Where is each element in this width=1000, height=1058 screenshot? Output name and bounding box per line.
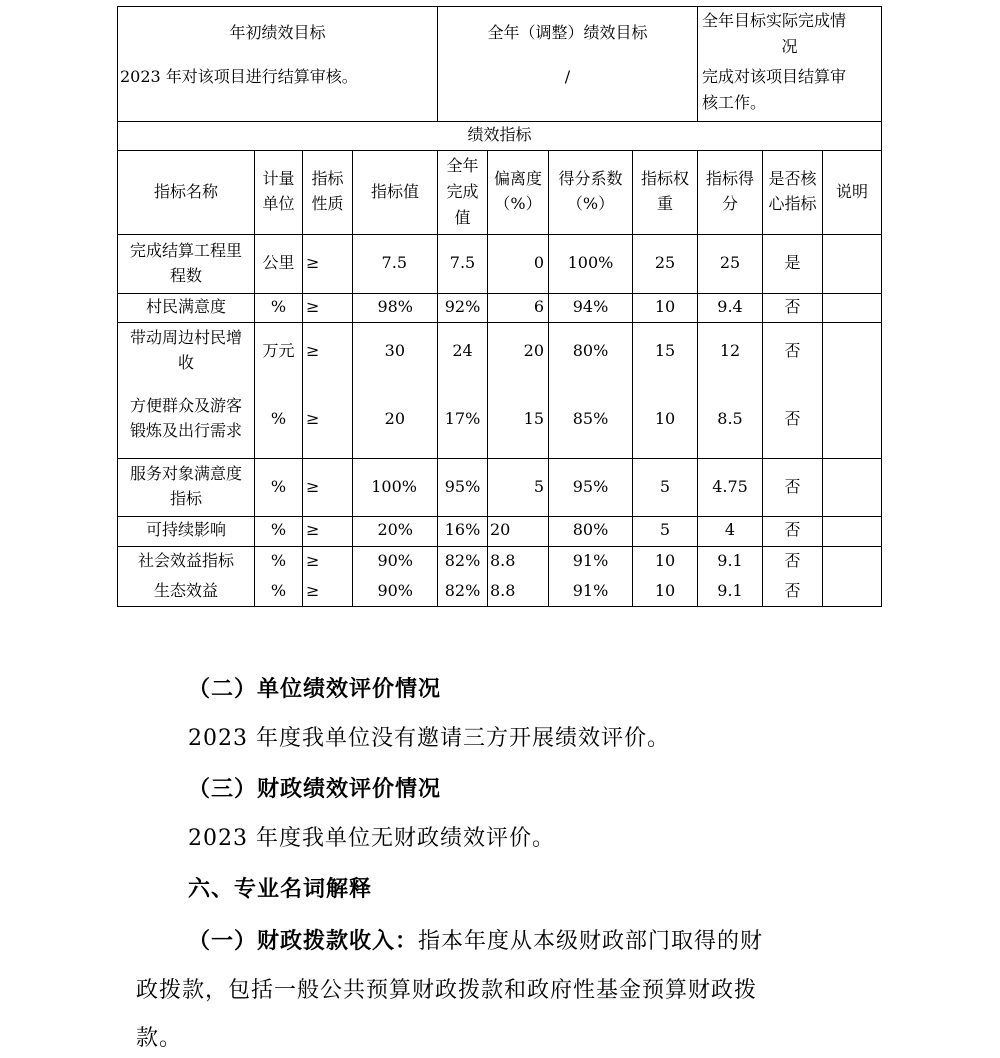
row-coefficient: 95% (572, 477, 609, 496)
initial-goal-text: 2023 年对该项目进行结算审核。 (120, 67, 358, 86)
row-nature: ≥ (306, 297, 320, 316)
paragraph-terms-line3: 款。 (136, 1026, 183, 1051)
paragraph-unit-evaluation: 2023 年度我单位没有邀请三方开展绩效评价。 (188, 726, 670, 751)
row-name-line2: 锻炼及出行需求 (129, 421, 242, 440)
row-target: 20 (384, 409, 405, 428)
term-label: （一）财政拨款收入： (188, 928, 419, 954)
section-heading-finance-evaluation: （三）财政绩效评价情况 (188, 776, 442, 802)
row-unit: % (270, 520, 287, 539)
row-done: 17% (444, 409, 481, 428)
header-note: 说明 (835, 182, 868, 201)
row-deviation: 6 (533, 297, 544, 316)
row-deviation: 5 (533, 477, 544, 496)
row-deviation: 8.8 (490, 551, 516, 570)
row-core: 否 (784, 409, 801, 428)
header-deviation-2: （%） (494, 194, 542, 213)
header-core-2: 心指标 (768, 194, 817, 213)
header-weight-2: 重 (656, 194, 673, 213)
row-weight: 10 (654, 581, 676, 600)
actual-completion-text-1: 完成对该项目结算审 (702, 67, 847, 86)
row-nature: ≥ (306, 341, 320, 360)
header-done-2: 完成 (446, 182, 479, 201)
row-weight: 10 (654, 551, 676, 570)
row-target: 7.5 (381, 253, 407, 272)
row-weight: 5 (659, 520, 671, 539)
row-unit: % (270, 581, 287, 600)
row-name-line2: 程数 (169, 266, 202, 285)
row-unit: 万元 (262, 341, 295, 360)
row-core: 是 (784, 253, 801, 272)
row-score: 12 (719, 341, 741, 360)
row-coefficient: 91% (572, 551, 609, 570)
adjusted-goal-heading: 全年（调整）绩效目标 (487, 23, 648, 42)
term-definition-start: 指本年度从本级财政部门取得的财 (418, 929, 764, 954)
row-unit: 公里 (262, 253, 295, 272)
paragraph-terms-line2: 政拨款，包括一般公共预算财政拨款和政府性基金预算财政拨 (136, 978, 758, 1003)
row-name-line1: 生态效益 (153, 581, 218, 600)
row-nature: ≥ (306, 409, 320, 428)
header-coefficient-2: （%） (566, 194, 615, 213)
row-core: 否 (784, 341, 801, 360)
row-coefficient: 80% (572, 341, 609, 360)
header-unit-2: 单位 (262, 194, 295, 213)
header-nature-2: 性质 (311, 194, 344, 213)
row-core: 否 (784, 477, 801, 496)
row-score: 9.1 (717, 551, 743, 570)
row-name-line1: 村民满意度 (145, 297, 226, 316)
row-score: 9.1 (717, 581, 743, 600)
row-coefficient: 94% (572, 297, 609, 316)
header-done-3: 值 (454, 208, 471, 227)
row-unit: % (270, 297, 287, 316)
row-unit: % (270, 409, 287, 428)
row-score: 9.4 (717, 297, 743, 316)
header-name: 指标名称 (153, 182, 218, 201)
row-name-line1: 服务对象满意度 (129, 464, 242, 483)
row-name-line1: 社会效益指标 (137, 551, 234, 570)
paragraph-terms-line1 (188, 924, 763, 959)
header-unit-1: 计量 (262, 169, 295, 188)
row-core: 否 (784, 551, 801, 570)
row-coefficient: 100% (567, 253, 614, 272)
actual-completion-heading-2: 况 (781, 37, 798, 56)
header-score-1: 指标得 (705, 169, 754, 188)
section-heading-unit-evaluation: （二）单位绩效评价情况 (188, 676, 442, 702)
row-core: 否 (784, 520, 801, 539)
row-deviation: 8.8 (490, 581, 516, 600)
row-target: 90% (377, 551, 413, 570)
row-done: 82% (444, 581, 481, 600)
row-target: 100% (371, 477, 417, 496)
header-target: 指标值 (370, 182, 419, 201)
row-core: 否 (784, 297, 801, 316)
row-target: 30 (384, 341, 405, 360)
row-name-line2: 收 (177, 353, 194, 372)
row-deviation: 20 (490, 520, 511, 539)
row-nature: ≥ (306, 581, 320, 600)
row-nature: ≥ (306, 520, 320, 539)
row-coefficient: 80% (572, 520, 609, 539)
row-deviation: 15 (523, 409, 544, 428)
row-score: 8.5 (717, 409, 743, 428)
row-target: 20% (377, 520, 413, 539)
row-weight: 10 (654, 409, 676, 428)
row-unit: % (270, 551, 287, 570)
header-coefficient-1: 得分系数 (558, 169, 623, 188)
header-score-2: 分 (721, 194, 738, 213)
row-deviation: 20 (523, 341, 544, 360)
row-name-line1: 带动周边村民增 (129, 328, 242, 347)
row-weight: 5 (659, 477, 671, 496)
header-core-1: 是否核 (768, 169, 817, 188)
actual-completion-text-2: 核工作。 (702, 93, 767, 112)
row-score: 4 (724, 520, 736, 539)
row-name-line1: 可持续影响 (145, 520, 226, 539)
header-nature-1: 指标 (311, 169, 344, 188)
header-deviation-1: 偏离度 (493, 169, 542, 188)
row-nature: ≥ (306, 477, 320, 496)
initial-goal-heading: 年初绩效目标 (229, 23, 326, 42)
row-nature: ≥ (306, 551, 320, 570)
row-deviation: 0 (533, 253, 544, 272)
row-name-line2: 指标 (169, 489, 202, 508)
header-done-1: 全年 (446, 156, 479, 175)
paragraph-finance-evaluation: 2023 年度我单位无财政绩效评价。 (188, 826, 555, 851)
row-core: 否 (784, 581, 801, 600)
row-unit: % (270, 477, 287, 496)
row-done: 95% (444, 477, 481, 496)
row-coefficient: 85% (572, 409, 609, 428)
section-title: 绩效指标 (467, 125, 532, 144)
row-weight: 10 (654, 297, 676, 316)
row-coefficient: 91% (572, 581, 609, 600)
row-name-line1: 方便群众及游客 (129, 396, 242, 415)
row-weight: 15 (654, 341, 676, 360)
row-done: 7.5 (449, 253, 476, 272)
row-score: 4.75 (712, 477, 748, 496)
row-nature: ≥ (306, 253, 320, 272)
section-heading-terms: 六、专业名词解释 (188, 876, 373, 902)
row-name-line1: 完成结算工程里 (129, 241, 242, 260)
row-target: 90% (377, 581, 413, 600)
row-score: 25 (719, 253, 741, 272)
row-done: 92% (444, 297, 481, 316)
actual-completion-heading-1: 全年目标实际完成情 (702, 11, 847, 30)
row-done: 82% (444, 551, 481, 570)
row-done: 24 (452, 341, 473, 360)
row-target: 98% (377, 297, 413, 316)
adjusted-goal-text: / (564, 67, 571, 86)
row-done: 16% (444, 520, 481, 539)
header-weight-1: 指标权 (640, 169, 689, 188)
row-weight: 25 (654, 253, 676, 272)
